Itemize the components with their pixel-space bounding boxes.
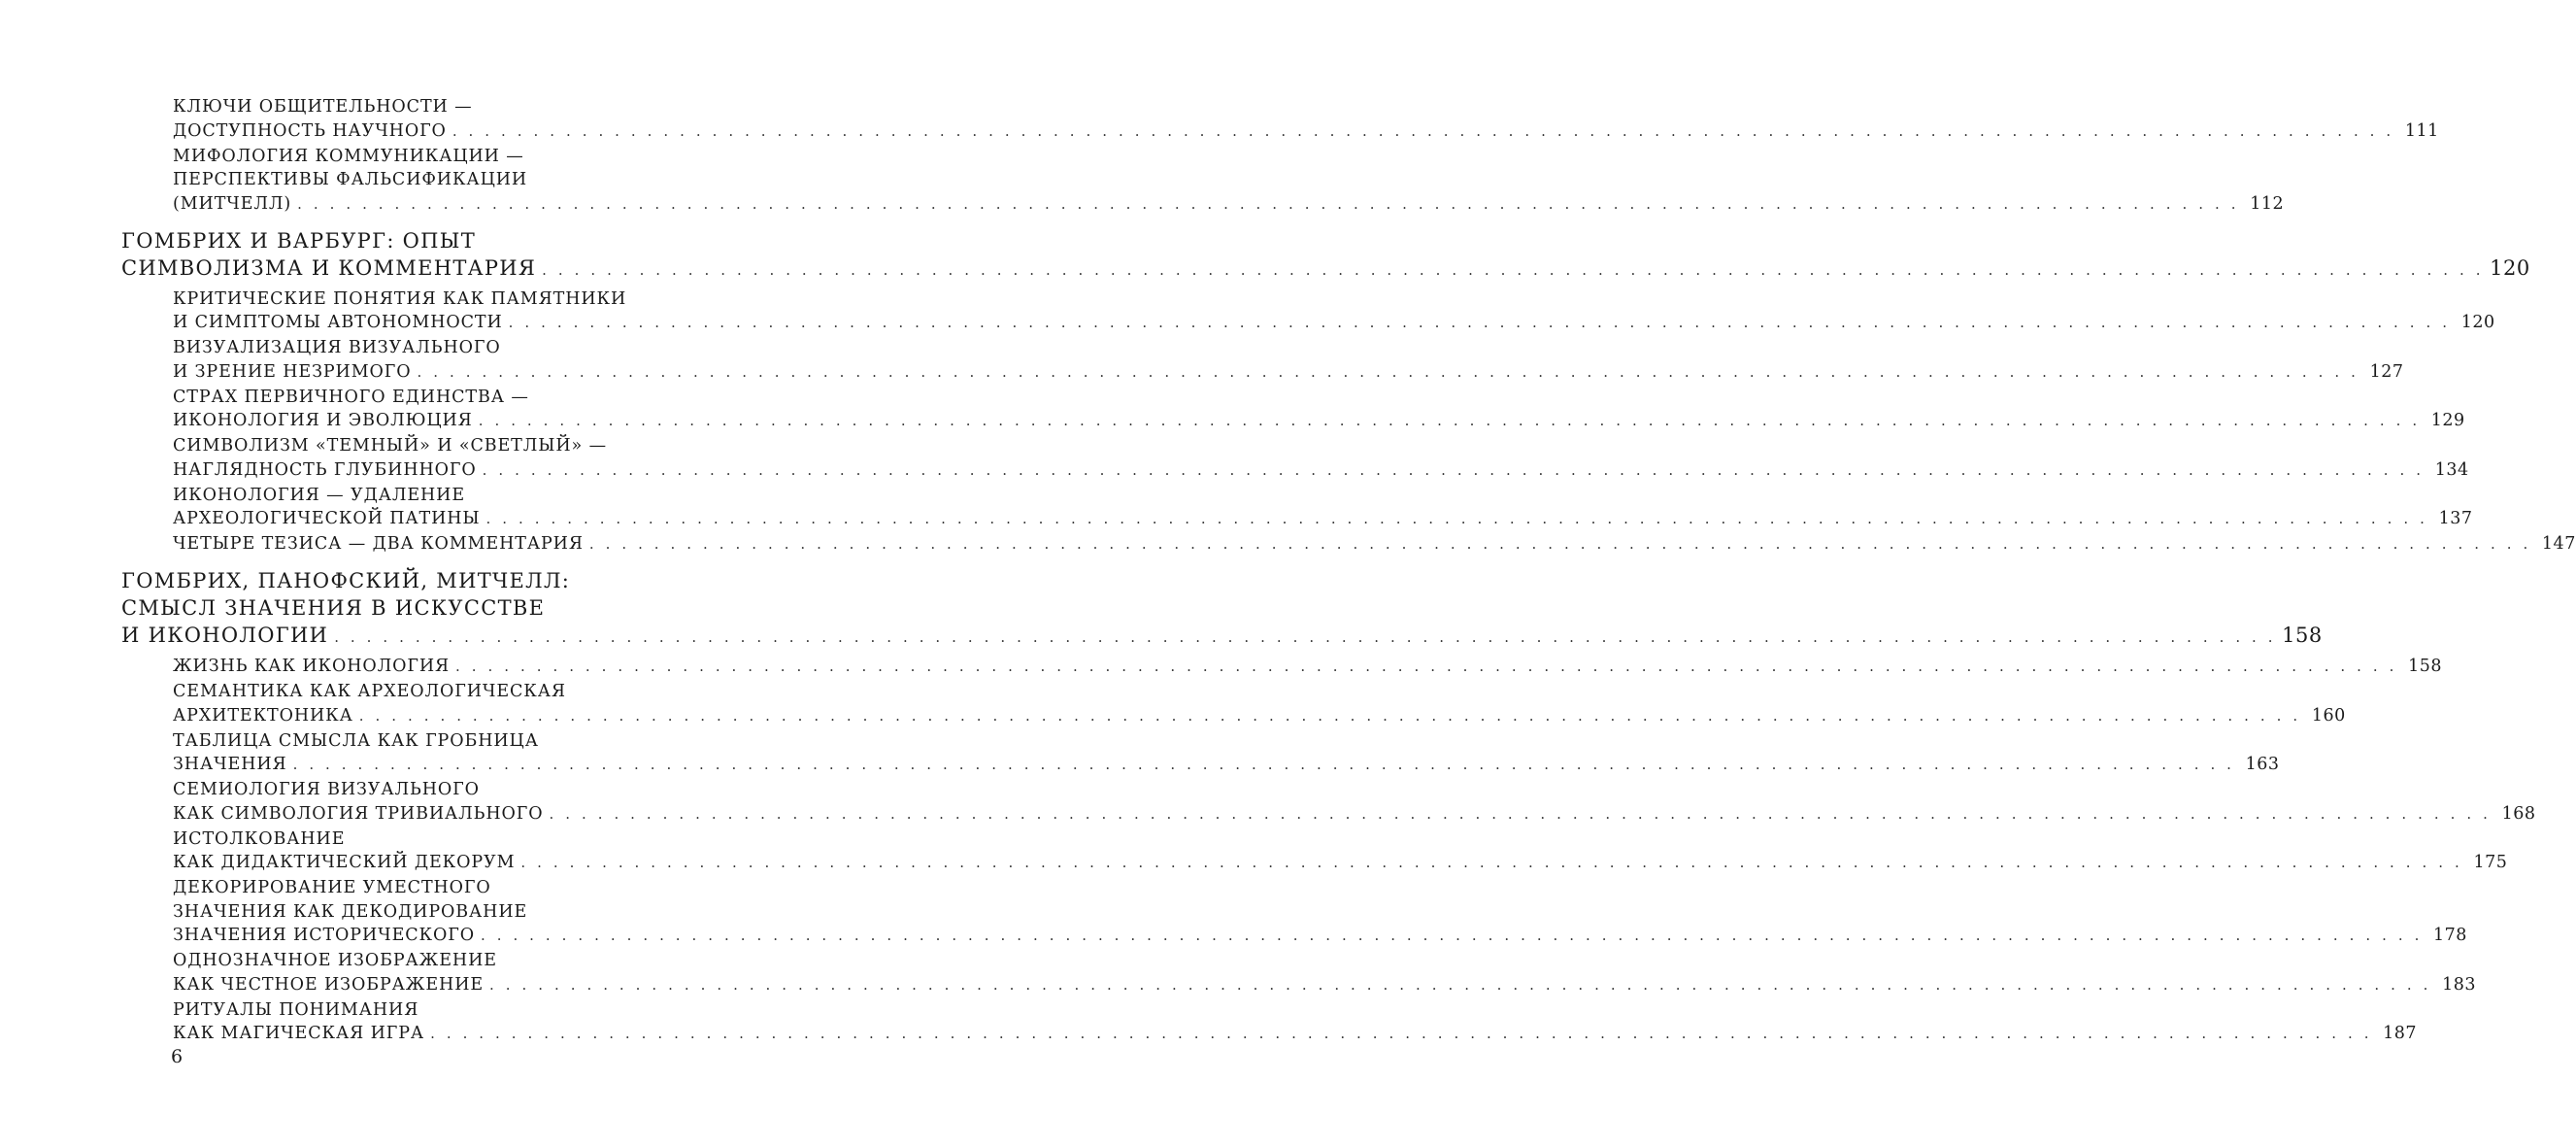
toc-title-line: ИКОНОЛОГИЯ — УДАЛЕНИЕ <box>173 485 466 505</box>
toc-section <box>173 827 2508 875</box>
toc-section <box>173 434 2469 482</box>
dot-leader: . . . . . . . . . . . . . . . . . . . . . . . . . . . . . . . . . . . . . . . . . . . . . . . . . . . . . . . . . . . . . . . . . . . . . . . . . . . . . . . . . . . . . . . . . . . . . . . . . . . . . . . . . . . . . . . . . . . . . . . . <box>292 756 2235 773</box>
toc-title-row <box>173 973 2477 997</box>
toc-title-line: НАГЛЯДНОСТЬ ГЛУБИННОГО <box>173 459 477 480</box>
dot-leader: . . . . . . . . . . . . . . . . . . . . . . . . . . . . . . . . . . . . . . . . . . . . . . . . . . . . . . . . . . . . . . . . . . . . . . . . . . . . . . . . . . . . . . . . . . . . . . . . . . . . . . . . . . . . . . . . . . . . . . . . <box>455 658 2398 675</box>
toc-title-line: КАК СИМВОЛОГИЯ ТРИВИАЛЬНОГО <box>173 803 544 824</box>
toc-title-line: РИТУАЛЫ ПОНИМАНИЯ <box>173 999 419 1020</box>
toc-page-number: 183 <box>2442 974 2477 995</box>
toc-title-line: ОДНОЗНАЧНОЕ ИЗОБРАЖЕНИЕ <box>173 951 497 970</box>
dot-leader: . . . . . . . . . . . . . . . . . . . . . . . . . . . . . . . . . . . . . . . . . . . . . . . . . . . . . . . . . . . . . . . . . . . . . . . . . . . . . . . . . . . . . . . . . . . . . . . . . . . . . . . . . . . . . . . . . . . . . . . . <box>508 314 2451 331</box>
toc-title-line: ЗНАЧЕНИЯ <box>173 755 287 774</box>
dot-leader: . . . . . . . . . . . . . . . . . . . . . . . . . . . . . . . . . . . . . . . . . . . . . . . . . . . . . . . . . . . . . . . . . . . . . . . . . . . . . . . . . . . . . . . . . . . . . . . . . . . . . . . . . . . . . . . . . . . . . . . . <box>452 121 2394 140</box>
toc-section <box>173 95 2439 143</box>
toc-page-number: 127 <box>2369 361 2404 382</box>
toc-title-line: СЕМАНТИКА КАК АРХЕОЛОГИЧЕСКАЯ <box>173 682 566 701</box>
toc-title-row <box>173 532 2576 557</box>
dot-leader: . . . . . . . . . . . . . . . . . . . . . . . . . . . . . . . . . . . . . . . . . . . . . . . . . . . . . . . . . . . . . . . . . . . . . . . . . . . . . . . . . . . . . . . . . . . . . . . . . . . . . . . . . . . . . . . . . . . . . . . . <box>297 194 2240 213</box>
toc-section <box>173 532 2576 557</box>
toc-page-number: 163 <box>2245 755 2280 774</box>
toc-title-line: ЧЕТЫРЕ ТЕЗИСА — ДВА КОММЕНТАРИЯ <box>173 534 584 554</box>
toc-title-line: И ИКОНОЛОГИИ <box>121 624 329 647</box>
toc-page-number: 187 <box>2383 1024 2418 1043</box>
toc-title-line: КЛЮЧИ ОБЩИТЕЛЬНОСТИ — <box>173 97 473 117</box>
toc-section <box>173 680 2346 727</box>
toc-title-line: АРХИТЕКТОНИКА <box>173 705 353 726</box>
toc-title-line: ГОМБРИХ И ВАРБУРГ: ОПЫТ <box>121 228 477 253</box>
toc-title-line: ИСТОЛКОВАНИЕ <box>173 828 346 849</box>
toc-page-number: 158 <box>2408 657 2443 676</box>
toc-title-row <box>173 507 2473 531</box>
toc-page-number: 134 <box>2434 459 2469 480</box>
toc-title-line: ТАБЛИЦА СМЫСЛА КАК ГРОБНИЦА <box>173 730 539 751</box>
dot-leader: . . . . . . . . . . . . . . . . . . . . . . . . . . . . . . . . . . . . . . . . . . . . . . . . . . . . . . . . . . . . . . . . . . . . . . . . . . . . . . . . . . . . . . . . . . . . . . . . . . . . . . . . . . . . . . . . . . . . . . . . <box>489 975 2432 994</box>
toc-page-number: 175 <box>2473 853 2508 872</box>
toc-title-row <box>173 924 2467 948</box>
toc-page-number: 129 <box>2430 411 2465 430</box>
toc-title-line: ИКОНОЛОГИЯ И ЭВОЛЮЦИЯ <box>173 411 473 430</box>
dot-leader: . . . . . . . . . . . . . . . . . . . . . . . . . . . . . . . . . . . . . . . . . . . . . . . . . . . . . . . . . . . . . . . . . . . . . . . . . . . . . . . . . . . . . . . . . . . . . . . . . . . . . . . . . . . . . . . . . . . . . . . . <box>549 804 2492 823</box>
dot-leader: . . . . . . . . . . . . . . . . . . . . . . . . . . . . . . . . . . . . . . . . . . . . . . . . . . . . . . . . . . . . . . . . . . . . . . . . . . . . . . . . . . . . . . . . . . . . . . . . . . . . . . . . . . . . . . . . . . . . . . . . <box>485 510 2428 527</box>
dot-leader: . . . . . . . . . . . . . . . . . . . . . . . . . . . . . . . . . . . . . . . . . . . . . . . . . . . . . . . . . . . . . . . . . . . . . . . . . . . . . . . . . . . . . . . . . . . . . . . . . . . . . . . . . . . . . . . . . . . . . . . . <box>542 260 2485 279</box>
toc-title-row <box>173 655 2443 679</box>
toc-title-line: ЗНАЧЕНИЯ ИСТОРИЧЕСКОГО <box>173 926 475 945</box>
toc-title-row <box>173 851 2508 875</box>
toc-title-line: КАК МАГИЧЕСКАЯ ИГРА <box>173 1024 425 1043</box>
dot-leader: . . . . . . . . . . . . . . . . . . . . . . . . . . . . . . . . . . . . . . . . . . . . . . . . . . . . . . . . . . . . . . . . . . . . . . . . . . . . . . . . . . . . . . . . . . . . . . . . . . . . . . . . . . . . . . . . . . . . . . . . <box>482 460 2425 479</box>
toc-title-line: ПЕРСПЕКТИВЫ ФАЛЬСИФИКАЦИИ <box>173 170 528 189</box>
toc-title-line: ЖИЗНЬ КАК ИКОНОЛОГИЯ <box>173 657 451 676</box>
toc-title-row <box>173 704 2346 728</box>
toc-page-number: 120 <box>2490 255 2530 280</box>
toc-title-row <box>173 192 2285 217</box>
toc-page-number: 178 <box>2433 926 2467 945</box>
toc-title-line: (МИТЧЕЛЛ) <box>173 193 292 214</box>
toc-title-line: ЗНАЧЕНИЯ КАК ДЕКОДИРОВАНИЕ <box>173 901 528 922</box>
toc-title-line: КАК ЧЕСТНОЕ ИЗОБРАЖЕНИЕ <box>173 974 485 995</box>
dot-leader: . . . . . . . . . . . . . . . . . . . . . . . . . . . . . . . . . . . . . . . . . . . . . . . . . . . . . . . . . . . . . . . . . . . . . . . . . . . . . . . . . . . . . . . . . . . . . . . . . . . . . . . . . . . . . . . . . . . . . . . . <box>430 1025 2373 1042</box>
dot-leader: . . . . . . . . . . . . . . . . . . . . . . . . . . . . . . . . . . . . . . . . . . . . . . . . . . . . . . . . . . . . . . . . . . . . . . . . . . . . . . . . . . . . . . . . . . . . . . . . . . . . . . . . . . . . . . . . . . . . . . . . <box>520 854 2463 871</box>
toc-title-row <box>121 622 2323 651</box>
dot-leader: . . . . . . . . . . . . . . . . . . . . . . . . . . . . . . . . . . . . . . . . . . . . . . . . . . . . . . . . . . . . . . . . . . . . . . . . . . . . . . . . . . . . . . . . . . . . . . . . . . . . . . . . . . . . . . . . . . . . . . . . <box>588 535 2531 553</box>
toc-section <box>173 655 2443 679</box>
toc-page-number: 160 <box>2311 705 2346 726</box>
toc-chapter <box>121 567 2323 651</box>
toc-section <box>173 287 2495 335</box>
dot-leader: . . . . . . . . . . . . . . . . . . . . . . . . . . . . . . . . . . . . . . . . . . . . . . . . . . . . . . . . . . . . . . . . . . . . . . . . . . . . . . . . . . . . . . . . . . . . . . . . . . . . . . . . . . . . . . . . . . . . . . . . <box>358 706 2301 725</box>
toc-title-line: СИМВОЛИЗМА И КОММЕНТАРИЯ <box>121 255 537 280</box>
toc-title-line: ГОМБРИХ, ПАНОФСКИЙ, МИТЧЕЛЛ: <box>121 569 571 592</box>
toc-page-number: 147 <box>2541 534 2576 554</box>
toc-page-number: 158 <box>2282 624 2323 647</box>
toc-title-row <box>173 311 2495 335</box>
toc-section <box>173 778 2536 826</box>
toc-title-row <box>173 409 2465 433</box>
toc-section <box>173 336 2404 384</box>
toc-section <box>173 386 2465 433</box>
dot-leader: . . . . . . . . . . . . . . . . . . . . . . . . . . . . . . . . . . . . . . . . . . . . . . . . . . . . . . . . . . . . . . . . . . . . . . . . . . . . . . . . . . . . . . . . . . . . . . . . . . . . . . . . . . . . . . . . . . . . . . . . <box>478 412 2421 429</box>
toc-title-row <box>173 1022 2418 1046</box>
page-number: 6 <box>171 1046 184 1067</box>
toc-page-number: 120 <box>2460 313 2495 332</box>
toc-title-line: СИМВОЛИЗМ «ТЕМНЫЙ» И «СВЕТЛЫЙ» — <box>173 436 607 456</box>
toc-title-line: ДОСТУПНОСТЬ НАУЧНОГО <box>173 120 447 141</box>
toc-title-row <box>173 458 2469 483</box>
toc-page-number: 168 <box>2501 803 2536 824</box>
toc-title-line: АРХЕОЛОГИЧЕСКОЙ ПАТИНЫ <box>173 509 481 528</box>
toc-title-line: МИФОЛОГИЯ КОММУНИКАЦИИ — <box>173 146 524 166</box>
toc-page-number: 111 <box>2404 120 2439 141</box>
toc-title-line: СМЫСЛ ЗНАЧЕНИЯ В ИСКУССТВЕ <box>121 596 546 620</box>
toc-title-line: ВИЗУАЛИЗАЦИЯ ВИЗУАЛЬНОГО <box>173 338 501 357</box>
toc-title-line: СЕМИОЛОГИЯ ВИЗУАЛЬНОГО <box>173 780 480 799</box>
toc-section <box>173 876 2467 948</box>
toc-chapter <box>121 227 2530 284</box>
toc-title-line: И ЗРЕНИЕ НЕЗРИМОГО <box>173 361 412 382</box>
toc-title-row <box>173 360 2404 385</box>
toc-page-number: 137 <box>2438 509 2473 528</box>
toc-title-row <box>173 119 2439 144</box>
toc-section <box>173 729 2280 777</box>
toc-section <box>173 998 2418 1046</box>
dot-leader: . . . . . . . . . . . . . . . . . . . . . . . . . . . . . . . . . . . . . . . . . . . . . . . . . . . . . . . . . . . . . . . . . . . . . . . . . . . . . . . . . . . . . . . . . . . . . . . . . . . . . . . . . . . . . . . . . . . . . . . . <box>480 927 2423 944</box>
toc-title-row <box>173 802 2536 827</box>
dot-leader: . . . . . . . . . . . . . . . . . . . . . . . . . . . . . . . . . . . . . . . . . . . . . . . . . . . . . . . . . . . . . . . . . . . . . . . . . . . . . . . . . . . . . . . . . . . . . . . . . . . . . . . . . . . . . . . . . . . . . . . . <box>417 362 2359 381</box>
toc-section <box>173 145 2285 217</box>
toc-title-row <box>173 753 2280 777</box>
table-of-contents <box>121 95 2576 1047</box>
toc-page-number: 112 <box>2250 193 2285 214</box>
toc-title-line: КАК ДИДАКТИЧЕСКИЙ ДЕКОРУМ <box>173 853 516 872</box>
toc-title-row <box>121 254 2530 284</box>
toc-title-line: КРИТИЧЕСКИЕ ПОНЯТИЯ КАК ПАМЯТНИКИ <box>173 288 627 309</box>
toc-title-line: ДЕКОРИРОВАНИЕ УМЕСТНОГО <box>173 878 491 897</box>
dot-leader: . . . . . . . . . . . . . . . . . . . . . . . . . . . . . . . . . . . . . . . . . . . . . . . . . . . . . . . . . . . . . . . . . . . . . . . . . . . . . . . . . . . . . . . . . . . . . . . . . . . . . . . . . . . . . . . . . . . . . . . . <box>334 628 2277 646</box>
toc-title-line: И СИМПТОМЫ АВТОНОМНОСТИ <box>173 313 503 332</box>
toc-section <box>173 484 2473 531</box>
toc-section <box>173 949 2477 996</box>
toc-title-line: СТРАХ ПЕРВИЧНОГО ЕДИНСТВА — <box>173 387 529 407</box>
